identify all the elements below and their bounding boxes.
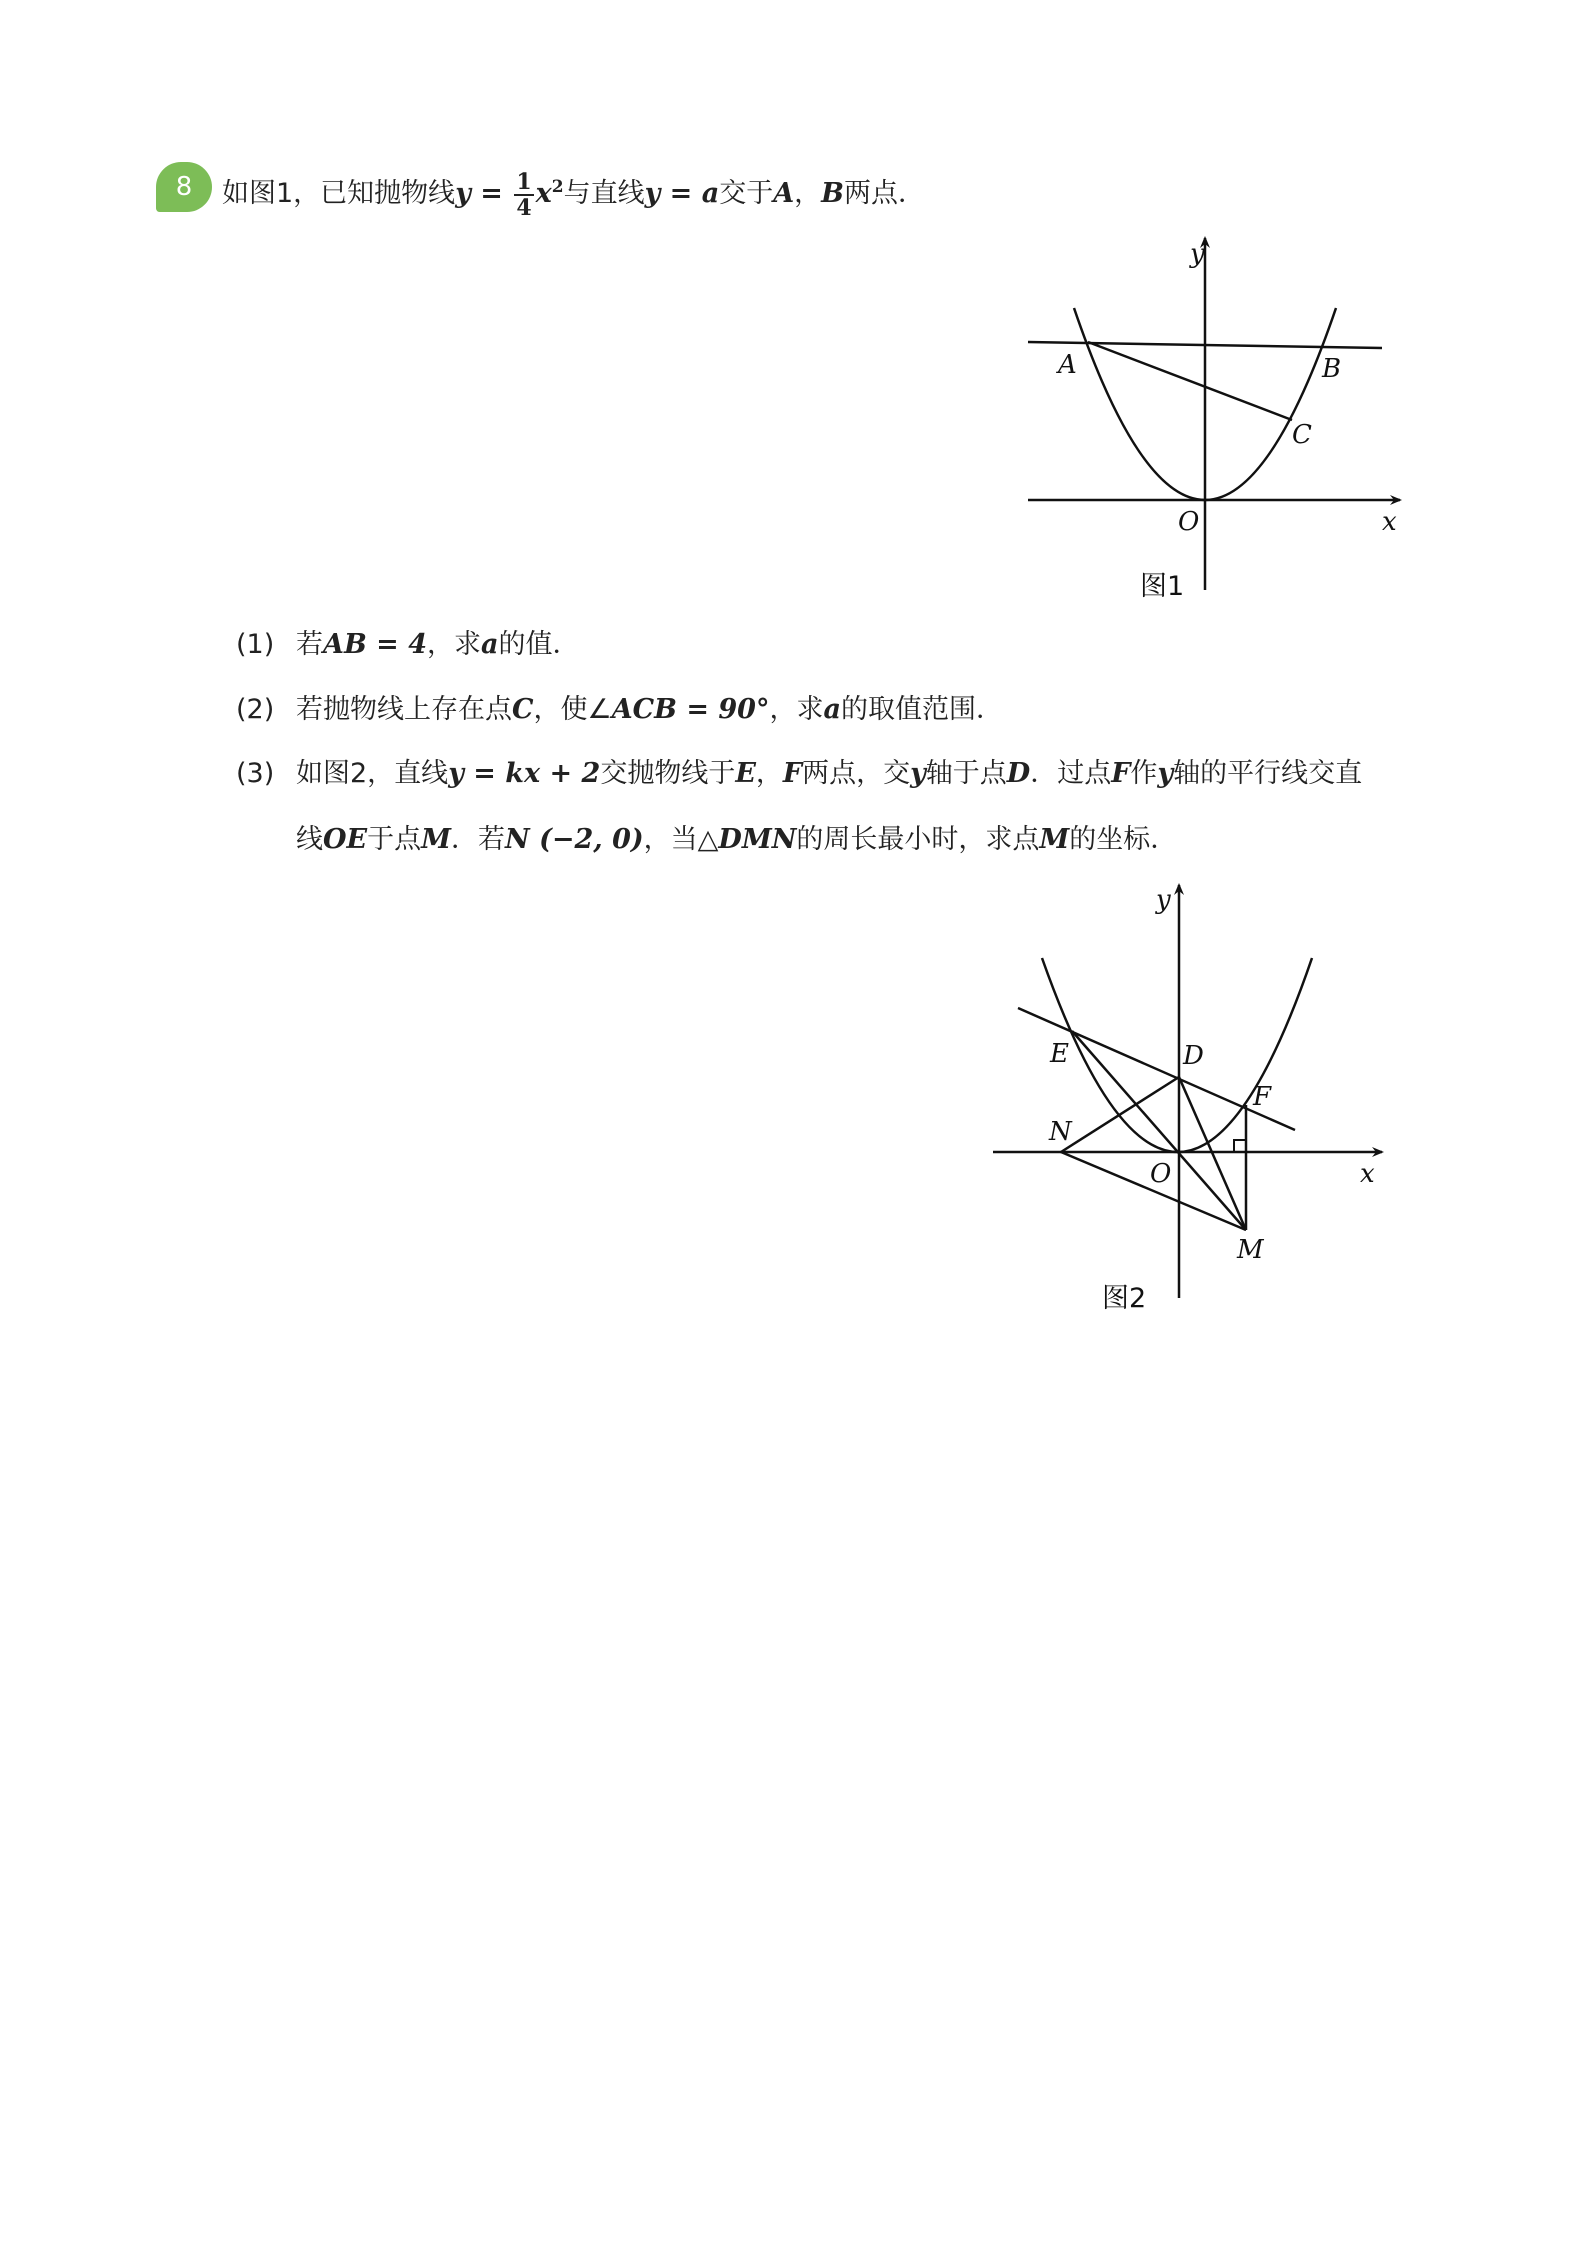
q-text: 若 xyxy=(296,629,323,660)
q-text: 两点，交 xyxy=(802,758,911,789)
figure-1 xyxy=(1028,238,1400,590)
q-math: M xyxy=(421,824,451,855)
intro-text: 两点． xyxy=(843,178,925,209)
q-math: F xyxy=(782,758,803,789)
q-text: 交抛物线于 xyxy=(600,758,736,789)
fig2-x-label: x xyxy=(1360,1159,1375,1189)
q-text: 于点 xyxy=(367,824,422,855)
q-text: ．若 xyxy=(451,824,505,855)
intro-text: 如图1，已知抛物线 xyxy=(222,178,456,209)
q-text: ，求 xyxy=(769,694,824,725)
fig1-point-b: B xyxy=(1322,354,1342,384)
q-text: ，求 xyxy=(426,629,481,660)
fig2-segment-nd xyxy=(1061,1077,1179,1152)
figure-2 xyxy=(993,885,1382,1298)
fig1-y-label: y xyxy=(1190,239,1205,269)
q-math: N (−2, 0) xyxy=(505,824,644,855)
intro-text: 与直线 xyxy=(563,178,645,209)
q-text: 轴于点 xyxy=(925,758,1007,789)
fig1-point-a: A xyxy=(1058,350,1077,380)
fig2-point-e: E xyxy=(1050,1039,1069,1069)
fig2-point-m: M xyxy=(1237,1235,1264,1265)
intro-exponent: 2 xyxy=(551,177,564,197)
q-text: 的值． xyxy=(498,629,580,660)
q-math: a xyxy=(823,694,841,725)
q-text: 的取值范围． xyxy=(840,694,1003,725)
fig1-origin-label: O xyxy=(1178,507,1200,537)
q-text: 的周长最小时，求点 xyxy=(796,824,1040,855)
q-text: 的坐标． xyxy=(1069,824,1178,855)
intro-var-y: y xyxy=(455,178,471,209)
problem-number-badge: 8 xyxy=(156,162,212,212)
fig1-x-label: x xyxy=(1382,507,1397,537)
q-text: 如图2，直线 xyxy=(296,758,449,789)
q-math: F xyxy=(1111,758,1131,789)
q-text: 若抛物线上存在点 xyxy=(296,694,512,725)
fig2-right-angle-mark xyxy=(1234,1140,1246,1152)
fig2-origin-label: O xyxy=(1150,1159,1172,1189)
fig2-y-label: y xyxy=(1156,885,1171,915)
q-math: E xyxy=(735,758,756,789)
fraction-numerator: 1 xyxy=(516,168,532,195)
q-text: 作 xyxy=(1130,758,1158,789)
fig2-point-d: D xyxy=(1183,1041,1204,1071)
fig1-caption: 图1 xyxy=(1140,571,1185,602)
q-math: M xyxy=(1039,824,1070,855)
intro-point-a: A xyxy=(773,178,795,209)
q-math: y xyxy=(1157,758,1174,789)
q-text: 线 xyxy=(296,824,323,855)
fraction-denominator: 4 xyxy=(516,194,532,221)
intro-line-eq: y = a xyxy=(644,178,720,209)
q-math: y xyxy=(910,758,926,789)
intro-point-b: B xyxy=(821,178,844,209)
q-text: ，当△ xyxy=(643,824,719,855)
q-math: y = kx + 2 xyxy=(448,758,601,789)
q-math: AB = 4 xyxy=(323,629,427,660)
fig1-point-c: C xyxy=(1292,420,1312,450)
q-text: 轴的平行线交直 xyxy=(1173,758,1363,789)
fig2-point-n: N xyxy=(1049,1117,1072,1147)
q-math: DMN xyxy=(718,824,797,855)
fig2-point-f: F xyxy=(1253,1082,1272,1112)
question-number: (1) xyxy=(236,629,275,660)
intro-text: ， xyxy=(794,178,822,209)
q-text: ， xyxy=(755,758,783,789)
q-text: ．过点 xyxy=(1030,758,1112,789)
fig2-parabola xyxy=(1042,958,1312,1152)
fig2-caption: 图2 xyxy=(1102,1283,1147,1314)
question-number: (3) xyxy=(236,758,275,789)
q-math: C xyxy=(512,694,534,725)
question-number: (2) xyxy=(236,694,275,725)
fig2-segment-em xyxy=(1072,1031,1246,1230)
q-math: ACB = 90° xyxy=(611,694,770,725)
q-text: ，使∠ xyxy=(533,694,612,725)
q-math: a xyxy=(480,629,499,660)
intro-text: 交于 xyxy=(719,178,774,209)
q-math: D xyxy=(1006,758,1031,789)
q-math: OE xyxy=(323,824,368,855)
intro-var-x: x xyxy=(535,178,552,209)
fig1-segment-ac xyxy=(1088,342,1292,420)
intro-equals: = xyxy=(470,178,513,209)
